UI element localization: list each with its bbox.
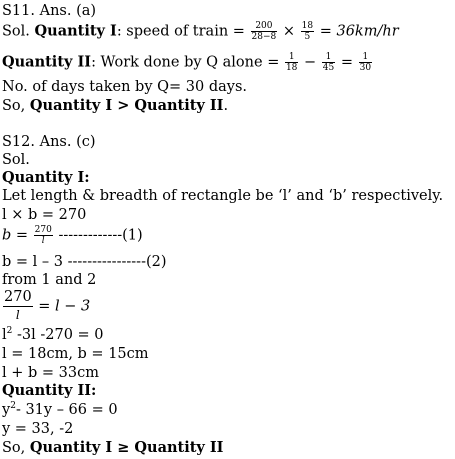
s11-quantity1-line: Sol. Quantity I: speed of train = $\frac{200}{28-8}$ × $\frac{18}{5}$ = 36km/hr	[2, 21, 399, 42]
s12-let-line: Let length & breadth of rectangle be ‘l’ and ‘b’ respectively.	[2, 188, 444, 204]
quantity1-label: Quantity I	[34, 22, 117, 40]
s12-eq9: y = 33, -2	[2, 421, 74, 437]
s11-days-line: No. of days taken by Q= 30 days.	[2, 79, 247, 95]
s12-eq8: $y^2-$ 31y – 66 = 0	[2, 401, 118, 418]
s12-eq7: l + b = 33cm	[2, 365, 99, 381]
s11-heading: S11. Ans. (a)	[2, 3, 97, 19]
s12-eq3: b = l – 3 ----------------(2)	[2, 254, 167, 270]
s11-quantity2-line: Quantity II: Work done by Q alone = $\frac{1}{18}$ − $\frac{1}{45}$ = $\frac{1}{30}$	[2, 52, 372, 73]
fraction: $\frac{1}{45}$	[322, 52, 335, 73]
fraction: $\frac{1}{30}$	[359, 52, 372, 73]
s12-heading: S12. Ans. (c)	[2, 134, 96, 150]
s12-conclusion: So, Quantity I ≥ Quantity II	[2, 439, 224, 456]
s12-from-line: from 1 and 2	[2, 272, 97, 288]
fraction: $\frac{1}{18}$	[285, 52, 298, 73]
s12-eq1: l × b = 270	[2, 207, 87, 223]
fraction: $\frac{200}{28-8}$	[251, 21, 277, 42]
s12-eq6: l = 18cm, b = 15cm	[2, 346, 149, 362]
s12-eq2: b = $\frac{270}{l}$ -------------(1)	[2, 225, 143, 246]
quantity2-label: Quantity II	[2, 53, 92, 71]
s12-quantity2-label: Quantity II:	[2, 382, 97, 399]
fraction: $\frac{270}{l}$	[4, 289, 32, 322]
solution-document	[2, 0, 452, 459]
s11-conclusion: So, Quantity I > Quantity II.	[2, 97, 229, 114]
fraction: $\frac{270}{l}$	[34, 225, 52, 246]
s12-sol: Sol.	[2, 152, 30, 168]
s12-eq5: $l^2$ -3l -270 = 0	[2, 326, 104, 343]
fraction: $\frac{18}{5}$	[301, 21, 314, 42]
s12-eq4: $\frac{270}{l}$ = l − 3	[4, 289, 91, 322]
s12-quantity1-label: Quantity I:	[2, 169, 90, 186]
